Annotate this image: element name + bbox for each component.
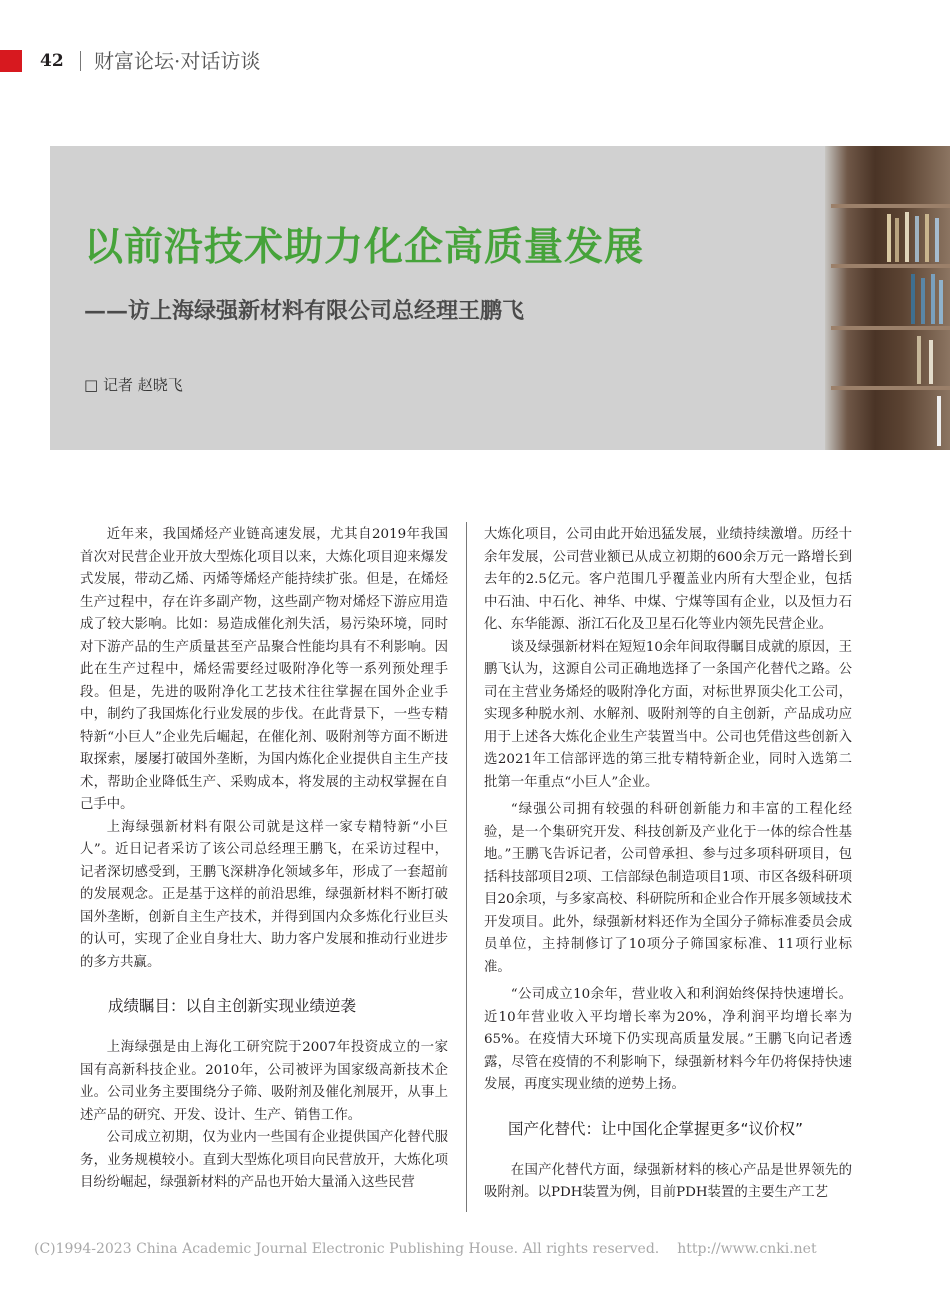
- paragraph: 在国产化替代方面，绿强新材料的核心产品是世界领先的吸附剂。以PDH装置为例，目前PDH装置的主要生产工艺: [484, 1162, 852, 1200]
- section-label: 财富论坛·对话访谈: [94, 49, 261, 73]
- copyright-text: (C)1994-2023 China Academic Journal Electronic Publishing House. All rights reserved.: [34, 1241, 660, 1257]
- article-subtitle: ——访上海绿强新材料有限公司总经理王鹏飞: [84, 298, 525, 324]
- paragraph: 公司成立初期，仅为业内一些国有企业提供国产化替代服务，业务规模较小。直到大型炼化项目向民营放开，大炼化项目纷纷崛起，绿强新材料的产品也开始大量涌入这些民营: [80, 1130, 448, 1190]
- paragraph: 上海绿强是由上海化工研究院于2007年投资成立的一家国有高新科技企业。2010年，公司被评为国家级高新技术企业。公司业务主要围绕分子筛、吸附剂及催化剂展开，从事上述产品的研究、开发、设计、生产、销售工作。: [80, 1040, 448, 1123]
- paragraph: 大炼化项目，公司由此开始迅猛发展，业绩持续激增。历经十余年发展，公司营业额已从成立初期的600余万元一路增长到去年的2.5亿元。客户范围几乎覆盖业内所有大型企业，包括中石油、中石化、神华、中煤、宁煤等国有企业，以及恒力石化、东华能源、浙江石化及卫星石化等业内领先民营企业。: [484, 527, 852, 632]
- copyright-footer: [34, 1241, 835, 1257]
- paragraph: 近年来，我国烯烃产业链高速发展，尤其自2019年我国首次对民营企业开放大型炼化项目以来，大炼化项目迎来爆发式发展，带动乙烯、丙烯等烯烃产能持续扩张。但是，在烯烃生产过程中，存在许多副产物，这些副产物对烯烃下游应用造成了较大影响。比如：易造成催化剂失活，易污染环境，同时对下游产品的生产质量甚至产品聚合性能均具有不利影响。因此在生产过程中，烯烃需要经过吸附净化等一系列预处理手段。但是，先进的吸附净化工艺技术往往掌握在国外企业手中，制约了我国炼化行业发展的步伐。在此背景下，一些专精特新“小巨人”企业先后崛起，在催化剂、吸附剂等方面不断进取探索，屡屡打破国外垄断，为国内炼化企业提供自主生产技术，帮助企业降低生产、采购成本，将发展的主动权掌握在自己手中。: [80, 527, 448, 812]
- title-banner: [50, 146, 950, 450]
- paragraph: “绿强公司拥有较强的科研创新能力和丰富的工程化经验，是一个集研究开发、科技创新及产业化于一体的综合性基地。”王鹏飞告诉记者，公司曾承担、参与过多项科研项目，包括科技部项目2项、工信部绿色制造项目1项、市区各级科研项目20余项，与多家高校、科研院所和企业合作开展多领域技术开发项目。此外，绿强新材料还作为全国分子筛标准委员会成员单位，主持制修订了10项分子筛国家标准、11项行业标准。: [484, 802, 852, 975]
- column-divider: [466, 522, 467, 1212]
- body-column-right: [484, 524, 852, 1205]
- page-number: 42: [40, 51, 64, 71]
- body-column-left: [80, 524, 448, 1195]
- bookshelf-photo: [825, 146, 950, 450]
- paragraph: “公司成立10余年，营业收入和利润始终保持快速增长。近10年营业收入平均增长率为20%，净利润平均增长率为65%。在疫情大环境下仍实现高质量发展。”王鹏飞向记者透露，尽管在疫情的不利影响下，绿强新材料今年仍将保持快速发展，再度实现业绩的逆势上扬。: [484, 987, 852, 1092]
- header-divider: [80, 51, 81, 71]
- paragraph: 谈及绿强新材料在短短10余年间取得瞩目成就的原因，王鹏飞认为，这源自公司正确地选择了一条国产化替代之路。公司在主营业务烯烃的吸附净化方面，对标世界顶尖化工公司，实现多种脱水剂、水解剂、吸附剂等的自主创新，产品成功应用于上述各大炼化企业生产装置当中。公司也凭借这些创新入选2021年工信部评选的第三批专精特新企业，同时入选第二批第一年重点“小巨人”企业。: [484, 639, 852, 790]
- byline: □ 记者 赵晓飞: [84, 376, 183, 394]
- section-heading: 国产化替代：让中国化企掌握更多“议价权”: [508, 1119, 804, 1138]
- article-title: 以前沿技术助力化企高质量发展: [84, 225, 645, 270]
- paragraph: 上海绿强新材料有限公司就是这样一家专精特新“小巨人”。近日记者采访了该公司总经理王鹏飞，在采访过程中，记者深切感受到，王鹏飞深耕净化领域多年，形成了一套超前的发展观念。正是基于这样的前沿思维，绿强新材料不断打破国外垄断，创新自主生产技术，并得到国内众多炼化行业巨头的认可，实现了企业自身壮大、助力客户发展和推动行业进步的多方共赢。: [80, 819, 448, 970]
- header-red-mark: [0, 50, 22, 72]
- section-heading: 成绩瞩目：以自主创新实现业绩逆袭: [108, 997, 357, 1015]
- cnki-url: http://www.cnki.net: [677, 1241, 817, 1257]
